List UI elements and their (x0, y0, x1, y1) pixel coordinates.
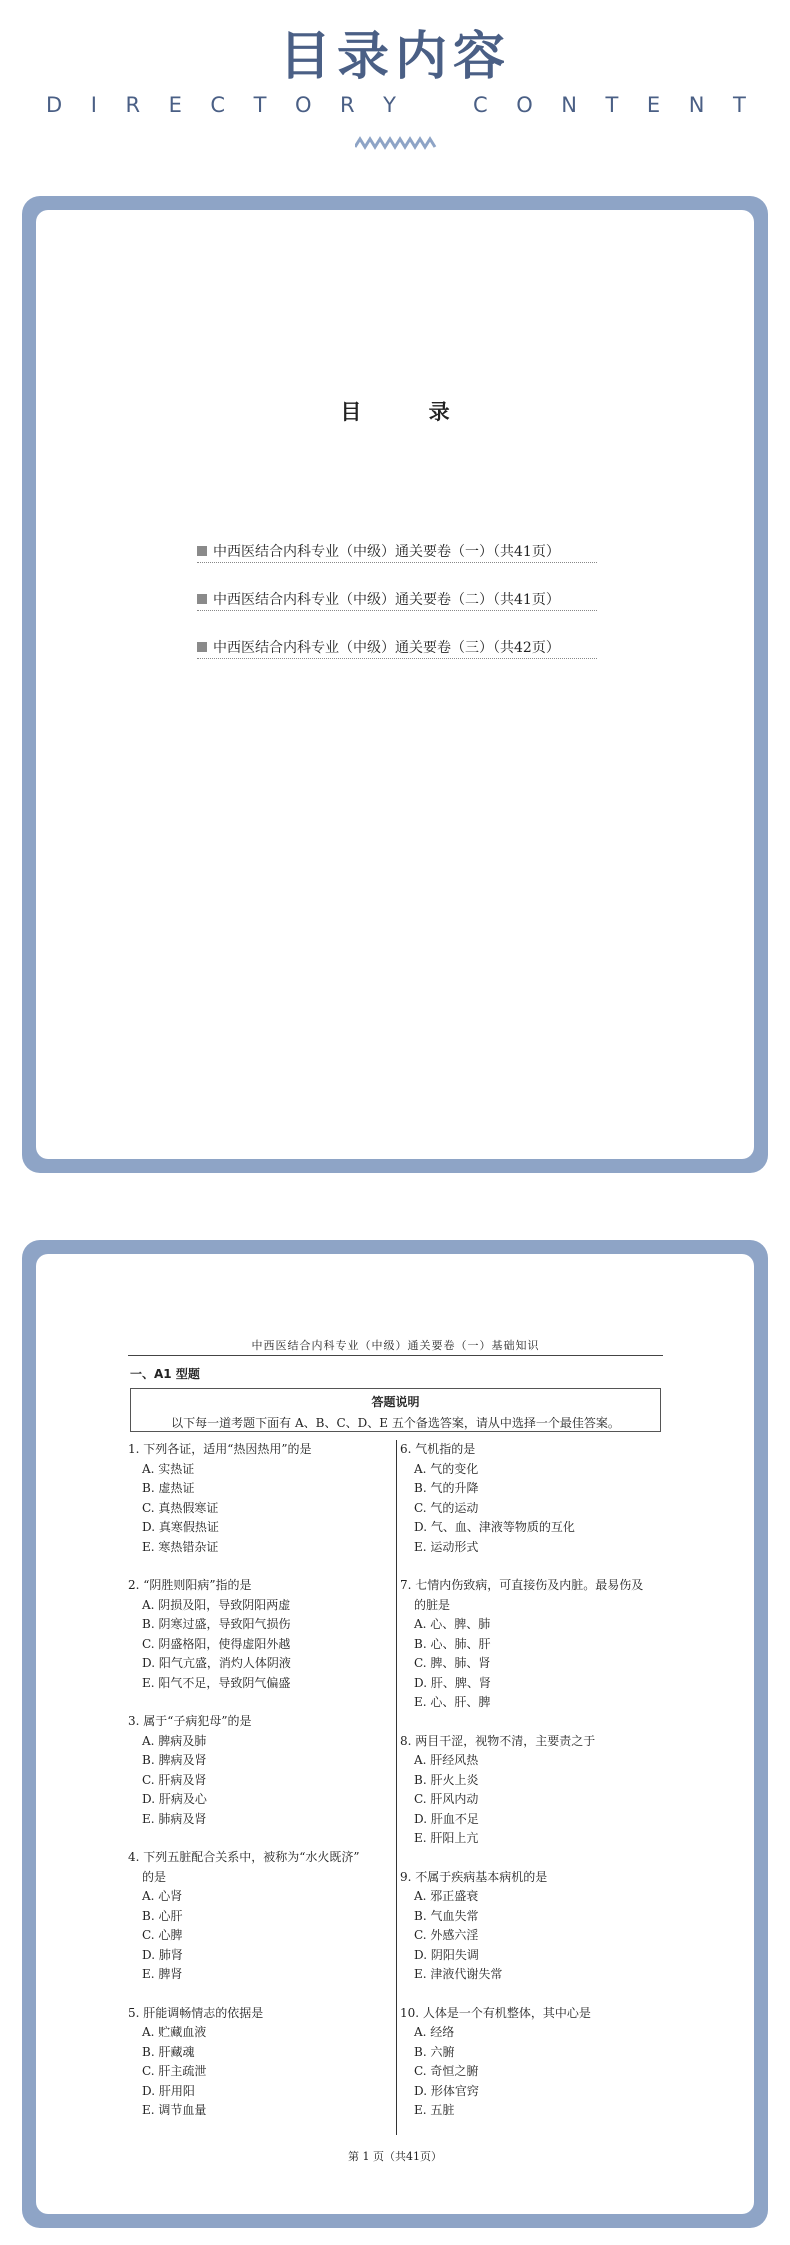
question-item (400, 1576, 670, 1713)
answer-option[interactable]: B. 六腑 (414, 2044, 455, 2059)
answer-option[interactable]: D. 阳气亢盛，消灼人体阴液 (142, 1656, 291, 1670)
question-item (128, 2004, 398, 2121)
subtitle-letter: T (732, 93, 746, 117)
toc-item[interactable] (197, 575, 597, 623)
answer-option[interactable]: A. 经络 (414, 2025, 455, 2039)
toc-item-label: 中西医结合内科专业（中级）通关要卷（三）（共42页） (213, 640, 560, 656)
page-title: 目录内容 (278, 27, 511, 87)
question-stem: 10. 人体是一个有机整体，其中心是 (400, 2005, 591, 2020)
answer-option[interactable]: A. 心、脾、肺 (414, 1617, 491, 1631)
answer-option[interactable]: E. 津液代谢失常 (414, 1967, 503, 1981)
question-item (400, 1732, 670, 1849)
answer-option[interactable]: B. 虚热证 (142, 1481, 195, 1495)
question-stem: 2. “阴胜则阳病”指的是 (128, 1578, 252, 1592)
square-bullet-icon (197, 642, 207, 652)
subtitle-letter: C (473, 93, 488, 117)
subtitle-letter: C (210, 93, 226, 117)
subtitle-letter: E (646, 93, 661, 117)
question-item (400, 1440, 670, 1557)
divider (128, 1355, 663, 1356)
answer-option[interactable]: C. 肝风内动 (414, 1792, 479, 1806)
answer-option[interactable]: C. 外感六淫 (414, 1928, 479, 1942)
answer-option[interactable]: C. 奇恒之腑 (414, 2064, 479, 2078)
answer-option[interactable]: D. 肺肾 (142, 1947, 183, 1962)
answer-option[interactable]: A. 实热证 (142, 1461, 195, 1476)
question-stem: 9. 不属于疾病基本病机的是 (400, 1869, 548, 1884)
question-item (128, 1712, 398, 1829)
answer-option[interactable]: D. 肝用阳 (142, 2083, 195, 2098)
answer-option[interactable]: C. 真热假寒证 (142, 1500, 219, 1515)
answer-option[interactable]: D. 肝病及心 (142, 1792, 207, 1806)
answer-option[interactable]: E. 脾肾 (142, 1967, 183, 1981)
answer-option[interactable]: B. 肝火上炎 (414, 1772, 479, 1787)
toc-item-label: 中西医结合内科专业（中级）通关要卷（二）（共41页） (213, 592, 560, 608)
question-item (128, 1440, 398, 1557)
column-divider (396, 1440, 397, 2135)
question-item (128, 1576, 398, 1693)
answer-option[interactable]: C. 脾、肺、肾 (414, 1656, 491, 1670)
subtitle-letter: T (253, 93, 267, 117)
answer-option[interactable]: E. 运动形式 (414, 1539, 479, 1554)
question-stem: 1. 下列各证，适用“热因热用”的是 (128, 1442, 312, 1456)
answer-option[interactable]: C. 心脾 (142, 1928, 183, 1942)
wave-ornament (355, 136, 437, 150)
answer-option[interactable]: D. 气、血、津液等物质的互化 (414, 1520, 575, 1534)
answer-option[interactable]: A. 阴损及阳，导致阴阳两虚 (142, 1597, 291, 1612)
answer-option[interactable]: C. 肝病及肾 (142, 1772, 207, 1787)
answer-option[interactable]: B. 阴寒过盛，导致阳气损伤 (142, 1617, 291, 1631)
question-stem: 的是 (142, 1869, 167, 1884)
toc-item[interactable] (197, 527, 597, 575)
question-stem: 4. 下列五脏配合关系中，被称为“水火既济” (128, 1850, 360, 1864)
question-item (400, 1868, 670, 1985)
question-stem: 的脏是 (414, 1597, 451, 1612)
answer-option[interactable]: B. 气血失常 (414, 1908, 479, 1923)
subtitle-letter: R (125, 93, 141, 117)
question-item (128, 1848, 398, 1985)
question-column-right (400, 1440, 670, 2140)
subtitle-letter: O (516, 93, 533, 117)
toc-title: 目 录 (340, 399, 480, 424)
subtitle-letter: Y (383, 93, 396, 117)
question-item (400, 2004, 670, 2121)
answer-option[interactable]: B. 心肝 (142, 1908, 183, 1923)
answer-option[interactable]: A. 气的变化 (414, 1461, 479, 1476)
answer-option[interactable]: B. 气的升降 (414, 1481, 479, 1495)
subtitle-letter: N (688, 93, 705, 117)
question-column-left (128, 1440, 398, 2140)
answer-option[interactable]: B. 脾病及肾 (142, 1753, 207, 1767)
instructions-title: 答题说明 (371, 1395, 420, 1409)
answer-option[interactable]: E. 五脏 (414, 2103, 455, 2117)
answer-option[interactable]: C. 阴盛格阳，使得虚阳外越 (142, 1636, 291, 1651)
answer-option[interactable]: D. 肝血不足 (414, 1811, 479, 1826)
square-bullet-icon (197, 546, 207, 556)
running-head: 中西医结合内科专业（中级）通关要卷（一）基础知识 (251, 1339, 540, 1352)
subtitle-letter: E (168, 93, 182, 117)
answer-option[interactable]: A. 心肾 (142, 1889, 183, 1903)
instructions-box (130, 1388, 661, 1432)
answer-option[interactable]: B. 肝藏魂 (142, 2044, 195, 2059)
answer-option[interactable]: D. 肝、脾、肾 (414, 1675, 491, 1690)
answer-option[interactable]: E. 肝阳上亢 (414, 1831, 479, 1845)
question-stem: 3. 属于“子病犯母”的是 (128, 1714, 252, 1728)
subtitle-letter: O (294, 93, 312, 117)
answer-option[interactable]: E. 阳气不足，导致阴气偏盛 (142, 1675, 291, 1690)
answer-option[interactable]: D. 真寒假热证 (142, 1520, 219, 1534)
answer-option[interactable]: E. 肺病及肾 (142, 1811, 207, 1826)
answer-option[interactable]: E. 心、肝、脾 (414, 1695, 491, 1709)
toc-item[interactable] (197, 623, 597, 671)
square-bullet-icon (197, 594, 207, 604)
question-stem: 6. 气机指的是 (400, 1442, 476, 1456)
toc-card (22, 196, 768, 1173)
subtitle-letter: D (46, 93, 63, 117)
toc-item-label: 中西医结合内科专业（中级）通关要卷（一）（共41页） (213, 544, 560, 560)
answer-option[interactable]: A. 肝经风热 (414, 1753, 479, 1767)
subtitle-letter: T (605, 93, 619, 117)
page-subtitle (46, 93, 746, 117)
question-stem: 8. 两目干涩，视物不清，主要责之于 (400, 1733, 596, 1748)
toc-list (197, 527, 597, 671)
section-heading: 一、A1 型题 (130, 1367, 200, 1381)
page-number: 第 1 页（共41页） (348, 2150, 442, 2163)
subtitle-letter: N (561, 93, 577, 117)
answer-option[interactable]: C. 肝主疏泄 (142, 2064, 207, 2078)
answer-option[interactable]: E. 调节血量 (142, 2103, 207, 2117)
answer-option[interactable]: A. 邪正盛衰 (414, 1889, 479, 1903)
answer-option[interactable]: C. 气的运动 (414, 1500, 479, 1515)
instructions-text: 以下每一道考题下面有 A、B、C、D、E 五个备选答案，请从中选择一个最佳答案。 (171, 1416, 620, 1430)
answer-option[interactable]: D. 形体官窍 (414, 2083, 479, 2098)
question-stem: 5. 肝能调畅情志的依据是 (128, 2005, 264, 2020)
answer-option[interactable]: D. 阴阳失调 (414, 1947, 479, 1962)
answer-option[interactable]: A. 脾病及肺 (142, 1733, 207, 1748)
answer-option[interactable]: A. 贮藏血液 (142, 2025, 207, 2039)
question-stem: 7. 七情内伤致病，可直接伤及内脏。最易伤及 (400, 1578, 644, 1592)
subtitle-letter: I (90, 93, 97, 117)
answer-option[interactable]: E. 寒热错杂证 (142, 1539, 219, 1554)
subtitle-letter: R (340, 93, 355, 117)
answer-option[interactable]: B. 心、肺、肝 (414, 1636, 491, 1651)
